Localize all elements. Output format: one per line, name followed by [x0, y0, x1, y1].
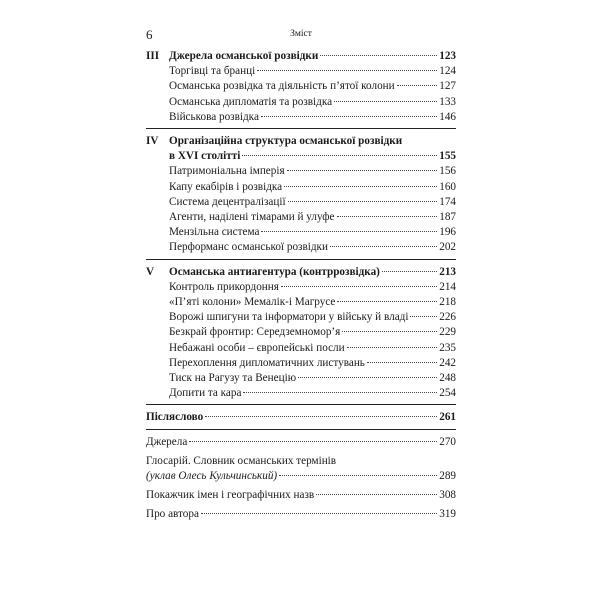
part-title: Джерела османської розвідки: [169, 50, 319, 62]
dot-leader: [242, 155, 437, 156]
entry-page: 160: [439, 180, 456, 193]
dot-leader: [201, 513, 437, 514]
dot-leader: [347, 347, 438, 348]
part-title: Османська антиагентура (контррозвідка): [169, 265, 380, 278]
part-heading: [146, 49, 456, 64]
toc-entry[interactable]: [146, 371, 456, 386]
part-heading: [146, 410, 456, 425]
part-title: Післяслово: [146, 411, 204, 424]
toc-entry-sources[interactable]: [146, 435, 456, 450]
entry-page: 289: [439, 470, 456, 483]
part-page: 213: [439, 265, 456, 278]
dot-leader: [257, 70, 437, 71]
toc-part-iii: [146, 49, 456, 129]
part-title-row[interactable]: [169, 265, 456, 280]
toc-entry[interactable]: [146, 356, 456, 371]
entry-title: Покажчик імен і географічних назв: [146, 489, 315, 502]
dot-leader: [287, 170, 438, 171]
entry-page: 146: [439, 110, 456, 123]
toc-entry[interactable]: [146, 180, 456, 195]
entry-title: Османська дипломатія та розвідка: [169, 95, 333, 108]
toc-entry-glossary[interactable]: [146, 454, 456, 484]
toc-entry[interactable]: [146, 310, 456, 325]
toc-entry[interactable]: [146, 280, 456, 295]
entry-page: 229: [439, 326, 456, 339]
entry-title-compiler: (уклав Олесь Кульчинський): [146, 470, 278, 483]
dot-leader: [397, 85, 438, 86]
running-title: Зміст: [290, 29, 312, 39]
dot-leader: [330, 246, 437, 247]
page-number: 6: [146, 27, 153, 42]
dot-leader: [337, 216, 438, 217]
entry-page: 218: [439, 296, 456, 309]
entry-page: 308: [439, 489, 456, 502]
dot-leader: [316, 494, 437, 495]
entry-title: Агенти, наділені тімарами й улуфе: [169, 211, 335, 224]
dot-leader: [410, 316, 437, 317]
part-roman-numeral: IV: [146, 135, 159, 148]
part-heading: [146, 134, 456, 164]
toc-entry[interactable]: [146, 79, 456, 94]
entry-title: Мензільна система: [169, 226, 260, 239]
toc-entry[interactable]: [146, 341, 456, 356]
entry-title: Тиск на Рагузу та Венецію: [169, 372, 297, 385]
entry-title: «П’яті колони» Мемалік-і Магрусе: [169, 296, 336, 309]
entry-page: 156: [439, 165, 456, 178]
part-page: 123: [439, 50, 456, 62]
entry-title: Допити та кара: [169, 387, 242, 400]
toc-entry[interactable]: [146, 386, 456, 401]
entry-page: 248: [439, 372, 456, 385]
entry-title: Військова розвідка: [169, 110, 259, 123]
part-title-row[interactable]: [146, 410, 456, 425]
dot-leader: [382, 271, 437, 272]
entry-title: Безкрай фронтир: Середземномор’я: [169, 326, 341, 339]
page-header: [146, 27, 456, 43]
part-roman-numeral: V: [146, 265, 155, 278]
entry-title: Капу екабірів і розвідка: [169, 180, 283, 193]
dot-leader: [334, 101, 437, 102]
toc-entry[interactable]: [146, 110, 456, 125]
entry-title: Перформанс османської розвідки: [169, 241, 328, 254]
entry-page: 196: [439, 226, 456, 239]
toc-entry[interactable]: [146, 195, 456, 210]
toc-entry-about[interactable]: [146, 507, 456, 522]
dot-leader: [337, 301, 437, 302]
entry-title: Контроль прикордоння: [169, 280, 279, 293]
dot-leader: [342, 331, 437, 332]
toc-part-iv: [146, 134, 456, 260]
entry-page: 254: [439, 387, 456, 400]
entry-page: 127: [439, 80, 456, 93]
part-heading: [146, 265, 456, 280]
table-of-contents: [146, 49, 456, 527]
entry-page: 270: [439, 435, 456, 448]
toc-entry[interactable]: [146, 240, 456, 255]
entry-title: Система децентралізації: [169, 195, 286, 208]
toc-entry[interactable]: [146, 95, 456, 110]
dot-leader: [243, 392, 437, 393]
entry-page: 242: [439, 356, 456, 369]
part-title: в XVI столітті: [169, 150, 241, 163]
entry-page: 319: [439, 508, 456, 521]
entry-title: Ворожі шпигуни та інформатори у війську й владі: [169, 311, 409, 324]
entry-page: 187: [439, 211, 456, 224]
entry-title: Османська розвідка та діяльність п’ятої колони: [169, 80, 395, 93]
dot-leader: [298, 377, 437, 378]
toc-part-v: [146, 265, 456, 406]
entry-page: 133: [439, 95, 456, 108]
toc-afterword: [146, 410, 456, 429]
dot-leader: [189, 441, 437, 442]
dot-leader: [261, 231, 437, 232]
entry-page: 214: [439, 280, 456, 293]
entry-title: Небажані особи – європейські посли: [169, 341, 345, 354]
entry-title: Перехоплення дипломатичних листувань: [169, 356, 365, 369]
part-page: 261: [439, 411, 456, 424]
dot-leader: [288, 201, 438, 202]
entry-title-line: Глосарій. Словник османських термінів: [146, 454, 337, 467]
toc-entry[interactable]: [146, 325, 456, 340]
part-page: 155: [439, 150, 456, 163]
toc-entry[interactable]: [146, 210, 456, 225]
entry-title: Про автора: [146, 508, 199, 521]
dot-leader: [367, 362, 437, 363]
entry-page: 226: [439, 311, 456, 324]
dot-leader: [284, 186, 437, 187]
part-title-line: Організаційна структура османської розвідки: [169, 135, 403, 148]
entry-title: Торгівці та бранці: [169, 65, 256, 78]
part-title-row[interactable]: [169, 149, 456, 164]
dot-leader: [205, 416, 437, 417]
dot-leader: [320, 55, 437, 56]
dot-leader: [279, 475, 437, 476]
toc-entry[interactable]: [146, 64, 456, 79]
entry-page: 202: [439, 241, 456, 254]
dot-leader: [261, 116, 437, 117]
entry-page: 124: [439, 65, 456, 78]
toc-entry-index[interactable]: [146, 488, 456, 503]
entry-title: Патримоніальна імперія: [169, 165, 285, 178]
toc-entry[interactable]: [146, 295, 456, 310]
part-title-row[interactable]: [169, 49, 456, 64]
entry-page: 174: [439, 195, 456, 208]
back-matter: [146, 435, 456, 523]
toc-entry[interactable]: [146, 225, 456, 240]
dot-leader: [281, 286, 437, 287]
toc-entry[interactable]: [146, 164, 456, 179]
entry-page: 235: [439, 341, 456, 354]
entry-title: Джерела: [146, 435, 188, 448]
part-roman-numeral: III: [146, 50, 160, 62]
